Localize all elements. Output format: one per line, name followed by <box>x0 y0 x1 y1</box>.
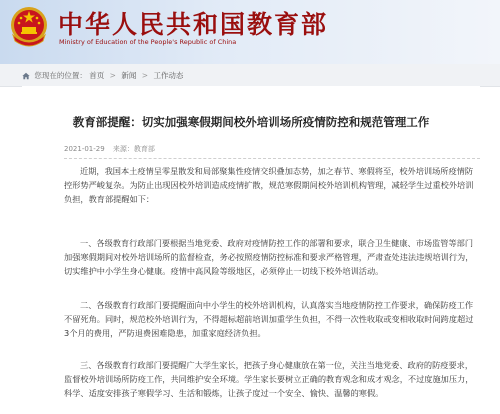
paragraph-line: 近期，我国本土疫情呈零星散发和局部聚集性疫情交织叠加态势，加之春节、寒假将至，校外培训场所疫情防 <box>80 166 474 176</box>
paragraph-line: 负担，教育部提醒如下： <box>64 194 155 204</box>
paragraph-line: 科学、适度安排孩子寒假学习、生活和锻炼，让孩子度过一个安全、愉快、温馨的寒假。 <box>64 388 384 398</box>
article-paragraph-3 <box>64 298 480 340</box>
breadcrumb-home-link[interactable]: 首页 <box>89 71 105 80</box>
article-title: 教育部提醒：切实加强寒假期间校外培训场所疫情防控和规范管理工作 <box>72 115 430 129</box>
meta-divider <box>64 158 480 159</box>
national-emblem-icon[interactable] <box>9 5 49 47</box>
paragraph-line: 三、各级教育行政部门要提醒广大学生家长，把孩子身心健康放在第一位，关注当地党委、政府的防疫要求， <box>80 360 474 370</box>
breadcrumb <box>22 70 183 81</box>
site-title[interactable]: 中华人民共和国教育部 <box>58 10 329 39</box>
paragraph-line: 3个月的费用，严防退费困难隐患，加重家庭经济负担。 <box>64 328 266 338</box>
article-paragraph-2 <box>64 236 480 278</box>
home-icon <box>22 72 30 80</box>
article-date: 2021-01-29 <box>64 145 105 153</box>
paragraph-line: 不留死角。同时，规范校外培训行为，不得超标超前培训加重学生负担，不得一次性收取或变相收取时间跨度超过 <box>64 314 474 324</box>
breadcrumb-position-label: 您现在的位置： <box>34 71 87 80</box>
breadcrumb-separator: > <box>141 71 149 80</box>
article-source: 来源：教育部 <box>112 145 155 153</box>
breadcrumb-work-news-link[interactable]: 工作动态 <box>153 71 184 80</box>
site-banner <box>0 0 500 64</box>
paragraph-line: 加强寒假期间对校外培训场所的监督检查，务必按照疫情防控标准和要求严格管理，严肃查处违法违规培训行为， <box>64 252 474 262</box>
breadcrumb-bar <box>0 64 500 87</box>
breadcrumb-news-link[interactable]: 新闻 <box>121 71 137 80</box>
article-paragraph-1 <box>64 164 480 206</box>
paragraph-line: 监督校外培训场所防疫工作，共同维护安全环境。学生家长要树立正确的教育观念和成才观念，不过度施加压力， <box>64 374 474 384</box>
paragraph-line: 控形势严峻复杂。为防止出现因校外培训造成疫情扩散，规范寒假期间校外培训机构管理，减轻学生过重校外培训 <box>64 180 474 190</box>
article-container <box>22 86 480 414</box>
site-subtitle-en: Ministry of Education of the People's Republic of China <box>59 38 237 46</box>
paragraph-line: 切实维护中小学生身心健康。疫情中高风险等级地区，必须停止一切线下校外培训活动。 <box>64 266 384 276</box>
article-paragraph-4 <box>64 358 480 400</box>
paragraph-line: 一、各级教育行政部门要根据当地党委、政府对疫情防控工作的部署和要求，联合卫生健康、市场监管等部门 <box>80 238 474 248</box>
article-meta <box>64 144 155 154</box>
paragraph-line: 二、各级教育行政部门要提醒面向中小学生的校外培训机构，认真落实当地疫情防控工作要求，确保防疫工作 <box>80 300 474 310</box>
breadcrumb-separator: > <box>109 71 116 80</box>
